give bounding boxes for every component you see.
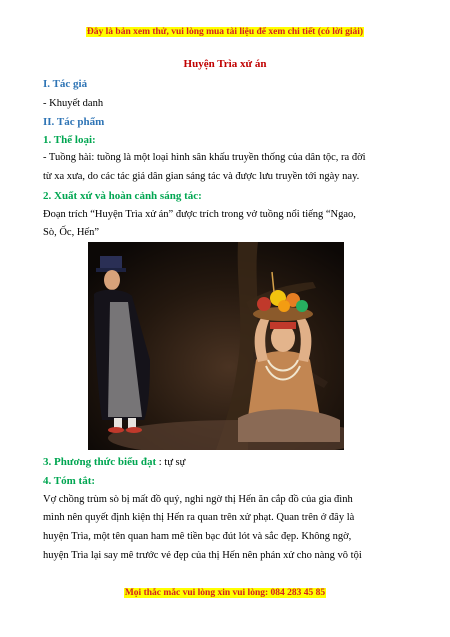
page-title: Huyện Trìa xử án bbox=[183, 58, 267, 70]
origin-heading: 2. Xuất xứ và hoàn cảnh sáng tác: bbox=[43, 190, 202, 202]
genre-heading: 1. Thể loại: bbox=[43, 134, 96, 146]
origin-line-2: Sò, Ốc, Hến” bbox=[43, 227, 99, 238]
genre-line-1: - Tuồng hài: tuồng là một loại hình sân khấu truyền thống của dân tộc, ra đời bbox=[43, 152, 366, 163]
contact-banner: Mọi thắc mắc vui lòng xin vui lòng: 084 283 45 85 bbox=[124, 588, 326, 598]
expression-heading: 3. Phương thức biểu đạt bbox=[43, 456, 157, 468]
author-text: - Khuyết danh bbox=[43, 98, 104, 109]
summary-line-1: Vợ chồng trùm sò bị mất đồ quý, nghi ngờ thị Hến ăn cắp đồ của gia đình bbox=[43, 494, 353, 505]
summary-line-3: huyện Trìa, một tên quan ham mê tiền bạc đút lót và sắc đẹp. Không ngờ, bbox=[43, 531, 352, 542]
summary-heading: 4. Tóm tắt: bbox=[43, 475, 96, 487]
play-photo bbox=[88, 242, 344, 450]
section-work-heading: II. Tác phẩm bbox=[43, 116, 105, 128]
section-author-heading: I. Tác giả bbox=[43, 78, 88, 90]
summary-line-2: mình nên quyết định kiện thị Hến ra quan trên xử phạt. Quan trên ở đây là bbox=[43, 512, 355, 523]
genre-line-2: từ xa xưa, do các tác giả dân gian sáng tác và được lưu truyền tới ngày nay. bbox=[43, 171, 360, 182]
expression-value: : tự sự bbox=[158, 457, 186, 468]
expression-line bbox=[43, 456, 185, 468]
origin-line-1: Đoạn trích “Huyện Trìa xử án” được trích trong vở tuồng nổi tiếng “Ngao, bbox=[43, 209, 356, 220]
summary-line-4: huyện Trìa lại say mê trước vẻ đẹp của thị Hến nên phán xử cho nàng vô tội bbox=[43, 550, 362, 561]
preview-banner: Đây là bản xem thử, vui lòng mua tài liệu để xem chi tiết (có lời giải) bbox=[86, 27, 364, 37]
